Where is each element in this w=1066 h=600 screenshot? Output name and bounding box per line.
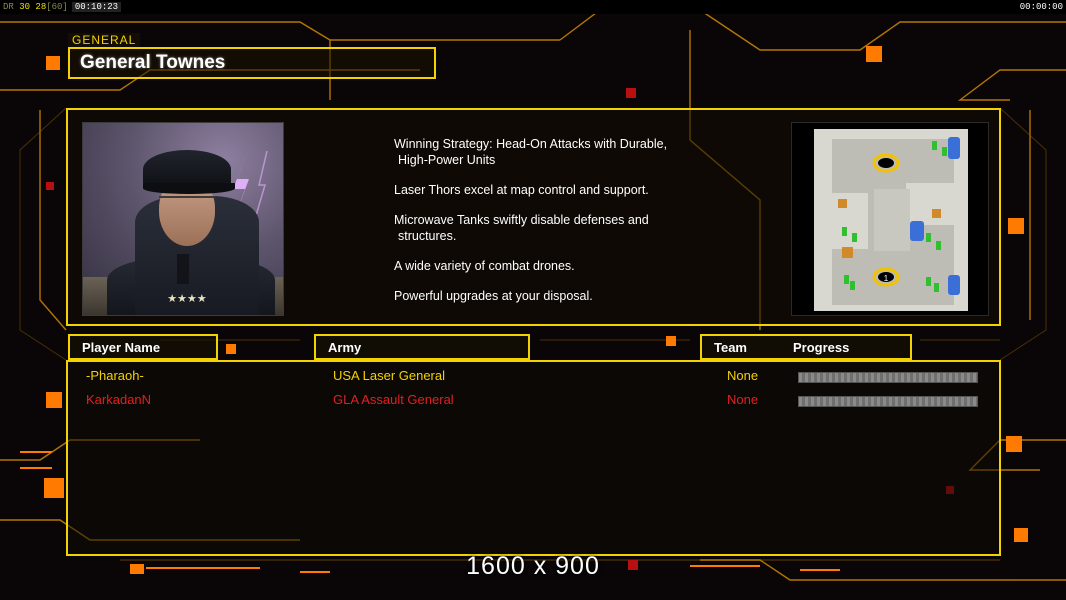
player-name: KarkadanN	[86, 392, 152, 407]
blurb-thors	[394, 182, 794, 198]
map-preview-image	[814, 129, 968, 311]
header-team-label: Team	[714, 339, 747, 355]
map-terrain	[814, 129, 968, 311]
game-timer-right: 00:00:00	[1019, 2, 1063, 12]
table-row[interactable]	[68, 368, 999, 390]
portrait-cap-brim	[143, 183, 235, 195]
header-player-name	[68, 334, 218, 360]
players-list	[66, 360, 1001, 556]
rank-stars: ★★★★	[167, 292, 207, 305]
general-portrait	[82, 122, 284, 316]
header-player-name-label: Player Name	[82, 339, 161, 355]
header-team-progress	[700, 334, 912, 360]
player-team: None	[727, 368, 759, 383]
fps-suffix: [60]	[46, 2, 68, 12]
general-name: General Townes	[80, 52, 226, 73]
header-army-label: Army	[328, 339, 362, 355]
blurb-line-1: Winning Strategy: Head-On Attacks with Durable,	[394, 137, 668, 151]
blurb-line-3: Laser Thors excel at map control and support.	[394, 183, 649, 197]
blurb-line-7: Powerful upgrades at your disposal.	[394, 289, 593, 303]
blurb-microwave	[394, 212, 794, 244]
general-info-panel	[66, 108, 1001, 326]
game-timer-left: 00:10:23	[72, 2, 121, 12]
map-preview	[791, 122, 989, 316]
svg-text:1: 1	[883, 274, 889, 283]
blurb-strategy	[394, 136, 794, 168]
general-name-box	[68, 47, 436, 79]
general-label: GENERAL	[68, 33, 140, 49]
portrait-glasses	[159, 196, 215, 208]
blurb-upgrades	[394, 288, 794, 304]
player-progress-bar	[798, 396, 978, 407]
player-progress-bar	[798, 372, 978, 383]
blurb-line-4: Microwave Tanks swiftly disable defenses and	[394, 213, 649, 227]
player-team: None	[727, 392, 759, 407]
blurb-drones	[394, 258, 794, 274]
header-progress-label: Progress	[793, 339, 850, 355]
player-army: GLA Assault General	[333, 392, 454, 407]
player-army: USA Laser General	[333, 368, 446, 383]
general-description	[394, 136, 794, 318]
header-army	[314, 334, 530, 360]
top-status-bar	[0, 0, 1066, 14]
blurb-line-6: A wide variety of combat drones.	[394, 259, 575, 273]
player-name: -Pharaoh-	[86, 368, 144, 383]
fps-counter	[3, 2, 68, 12]
fps-prefix: DR	[3, 2, 14, 12]
fps-value: 30 28	[19, 2, 47, 12]
table-row[interactable]	[68, 392, 999, 414]
resolution-label: 1600 x 900	[466, 552, 600, 580]
portrait-tie	[177, 254, 189, 285]
blurb-line-2: High-Power Units	[398, 153, 496, 167]
blurb-line-5: structures.	[398, 229, 457, 243]
